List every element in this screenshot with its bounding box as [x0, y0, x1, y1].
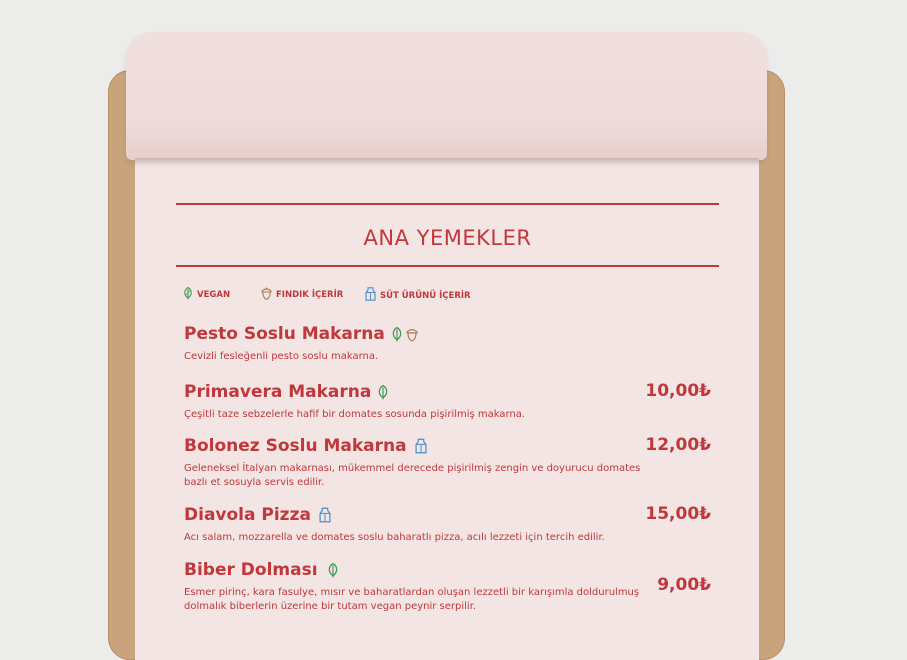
menu-item — [184, 436, 644, 490]
leaf-icon — [391, 327, 403, 342]
menu-item-name: Pesto Soslu Makarna — [184, 324, 385, 344]
menu-item-description: Çeşitli taze sebzelerle hafif bir domates sosunda pişirilmiş makarna. — [184, 409, 526, 420]
menu-item-name-row — [184, 324, 644, 344]
menu-item-name: Diavola Pizza — [184, 505, 311, 525]
bottom-divider — [176, 265, 719, 267]
legend-dairy-label: SÜT ÜRÜNÜ İÇERİR — [380, 290, 471, 301]
menu-item-name: Biber Dolması — [184, 560, 318, 580]
top-divider — [176, 203, 719, 205]
section-title: ANA YEMEKLER — [363, 226, 532, 250]
leaf-icon — [183, 287, 197, 303]
menu-item-description: Cevizli fesleğenli pesto soslu makarna. — [184, 351, 379, 362]
milk-carton-icon — [319, 507, 331, 523]
legend-dairy — [365, 287, 471, 304]
milk-carton-icon — [365, 287, 380, 304]
menu-item-name: Bolonez Soslu Makarna — [184, 436, 407, 456]
legend-vegan-label: VEGAN — [197, 290, 231, 300]
acorn-icon — [261, 287, 276, 303]
menu-item-name: Primavera Makarna — [184, 382, 372, 402]
menu-item-price: 9,00₺ — [657, 575, 711, 595]
legend-nut-label: FINDIK İÇERİR — [276, 290, 344, 300]
milk-carton-icon — [415, 438, 427, 454]
menu-item — [184, 505, 644, 545]
legend-vegan — [183, 287, 230, 303]
menu-item-description: Geleneksel İtalyan makarnası, mükemmel derecede pişirilmiş zengin ve doyurucu domates bazlı et sosuyla servis edilir. — [184, 463, 641, 488]
menu-item-description: Acı salam, mozzarella ve domates soslu baharatlı pizza, acılı lezzeti için tercih edilir. — [184, 532, 605, 543]
menu-item — [184, 382, 644, 422]
legend-nut — [261, 287, 343, 303]
menu-item-name-row — [184, 382, 644, 402]
menu-item — [184, 560, 644, 614]
paper-curl-shadow — [135, 158, 759, 166]
menu-item-price: 10,00₺ — [645, 381, 711, 401]
menu-item — [184, 324, 644, 364]
menu-item-name-row — [184, 505, 644, 525]
menu-item-price: 12,00₺ — [645, 435, 711, 455]
menu-item-name-row — [184, 436, 644, 456]
leaf-icon — [377, 385, 389, 400]
menu-item-price: 15,00₺ — [645, 504, 711, 524]
acorn-icon — [406, 327, 418, 342]
menu-item-description: Esmer pirinç, kara fasulye, mısır ve baharatlardan oluşan lezzetli bir karışımla doldurulmuş dolmalık biberlerin üzerine bir tutam vegan peynir serpilir. — [184, 587, 640, 612]
leaf-icon — [327, 563, 339, 578]
menu-item-name-row — [184, 560, 644, 580]
paper-curl — [126, 32, 767, 160]
